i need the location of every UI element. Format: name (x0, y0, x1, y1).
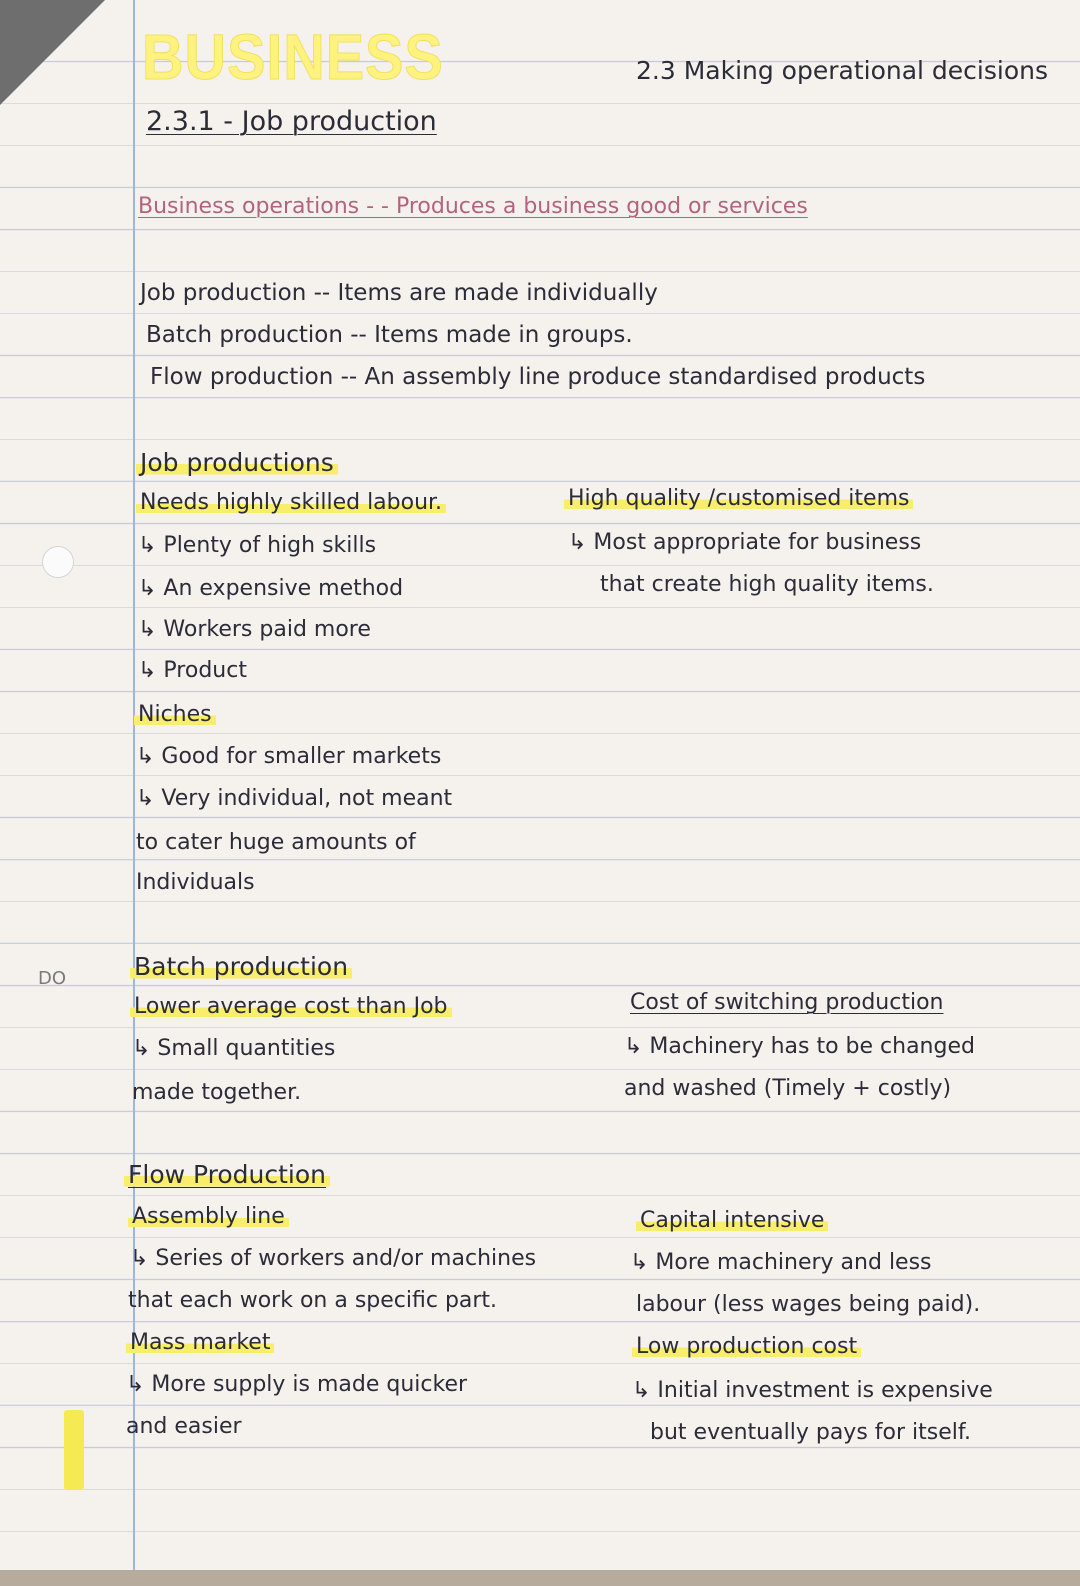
highlighter-mark (64, 1410, 84, 1490)
batch-right-point: and washed (Timely + costly) (624, 1076, 952, 1101)
job-point: Niches (134, 702, 216, 727)
folded-corner (0, 0, 105, 105)
job-point: ↳ Workers paid more (138, 617, 371, 642)
job-point: to cater huge amounts of (136, 830, 416, 855)
batch-right-point: ↳ Machinery has to be changed (624, 1034, 975, 1059)
job-right-point: High quality /customised items (564, 486, 913, 511)
flow-point: ↳ Series of workers and/or machines (130, 1246, 537, 1271)
flow-point: ↳ More supply is made quicker (126, 1372, 468, 1397)
section-subtitle: 2.3.1 - Job production (146, 106, 437, 137)
batch-point: ↳ Small quantities (132, 1036, 336, 1061)
flow-point: and easier (126, 1414, 242, 1439)
job-heading: Job productions (136, 448, 338, 477)
batch-point: made together. (132, 1080, 302, 1105)
margin-mark: DO (38, 968, 67, 989)
flow-right-point: Low production cost (632, 1334, 861, 1359)
type-job: Job production -- Items are made individually (140, 280, 658, 306)
job-point: ↳ Very individual, not meant (136, 786, 453, 811)
job-right-point: that create high quality items. (600, 572, 934, 597)
flow-right-point: Capital intensive (636, 1208, 828, 1233)
type-flow: Flow production -- An assembly line produce standardised products (150, 364, 926, 390)
job-point: ↳ Good for smaller markets (136, 744, 442, 769)
job-point: ↳ Product (138, 658, 247, 683)
batch-right-point: Cost of switching production (630, 990, 944, 1015)
flow-right-point: labour (less wages being paid). (636, 1292, 981, 1317)
job-point: ↳ An expensive method (138, 576, 404, 601)
batch-point: Lower average cost than Job (130, 994, 452, 1019)
operations-definition: Business operations - - Produces a business good or services (138, 194, 808, 219)
topic-heading: 2.3 Making operational decisions (636, 56, 1048, 85)
flow-point: that each work on a specific part. (128, 1288, 498, 1313)
job-point: Individuals (136, 870, 255, 895)
job-point: ↳ Plenty of high skills (138, 533, 377, 558)
flow-right-point: but eventually pays for itself. (650, 1420, 971, 1445)
flow-right-point: ↳ Initial investment is expensive (632, 1378, 993, 1403)
flow-heading: Flow Production (124, 1160, 330, 1189)
batch-heading: Batch production (130, 952, 352, 981)
job-point: Needs highly skilled labour. (136, 490, 446, 515)
type-batch: Batch production -- Items made in groups. (146, 322, 633, 348)
page-title: BUSINESS (142, 21, 444, 93)
job-right-point: ↳ Most appropriate for business (568, 530, 922, 555)
punch-hole (42, 546, 74, 578)
flow-right-point: ↳ More machinery and less (630, 1250, 932, 1275)
flow-point: Mass market (126, 1330, 274, 1355)
flow-point: Assembly line (128, 1204, 289, 1229)
page-edge (0, 1570, 1080, 1586)
